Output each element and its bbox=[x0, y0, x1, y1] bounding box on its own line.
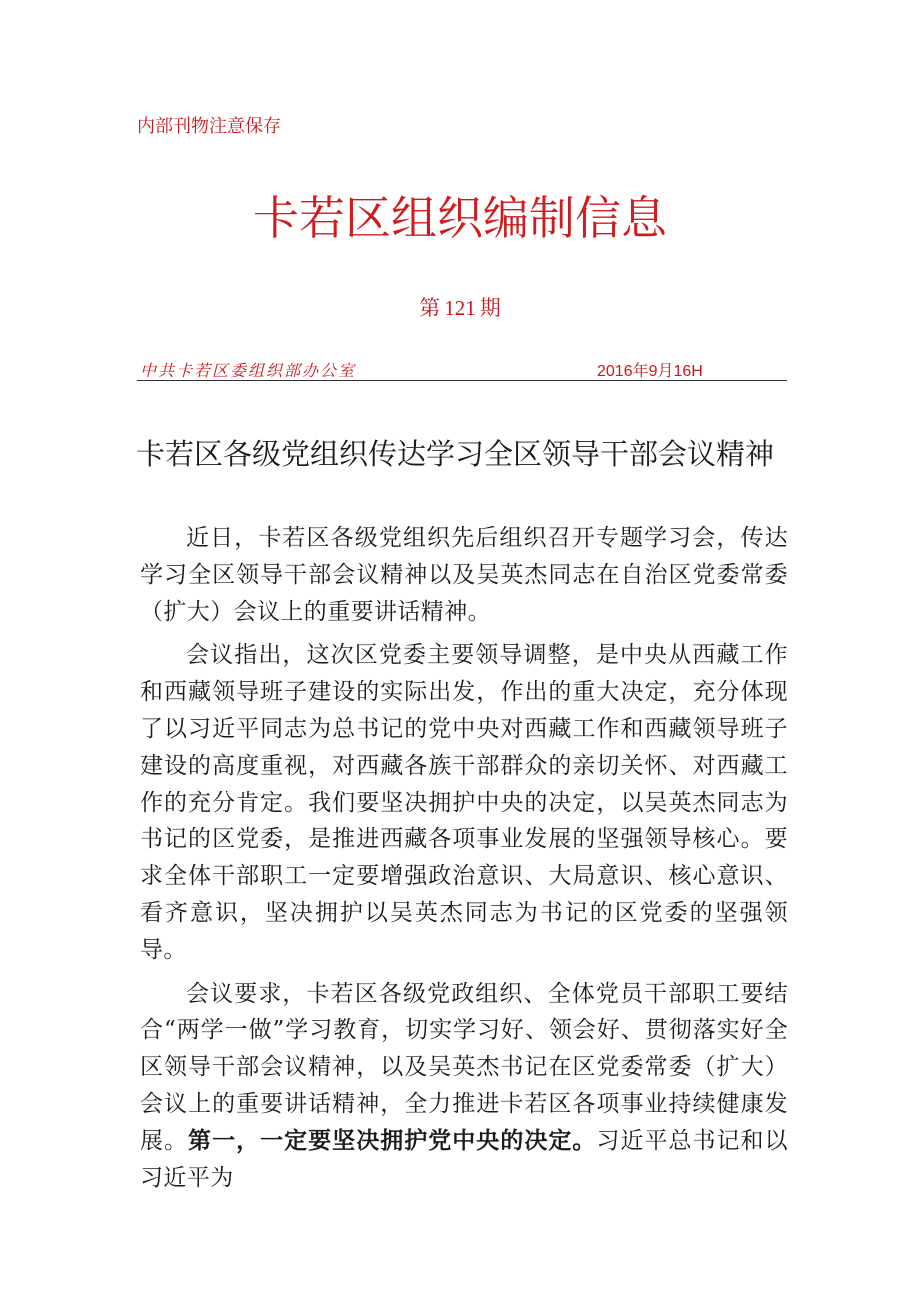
issue-number bbox=[0, 292, 920, 322]
paragraph-3-bold-point: 第一，一定要坚决拥护党中央的决定。 bbox=[188, 1126, 597, 1154]
issue-prefix: 第 bbox=[419, 296, 441, 320]
paragraph-1: 近日，卡若区各级党组织先后组织召开专题学习会，传达学习全区领导干部会议精神以及吴英杰同志在自治区党委常委（扩大）会议上的重要讲话精神。 bbox=[140, 525, 788, 625]
paragraph-3-continuation: 习近平总书记和以习近平为 bbox=[140, 1127, 788, 1191]
issue-number-value: 121 bbox=[444, 296, 476, 320]
paragraph-2: 会议指出，这次区党委主要领导调整，是中央从西藏工作和西藏领导班子建设的实际出发，作出的重大决定，充分体现了以习近平同志为总书记的党中央对西藏工作和西藏领导班子建设的高度重视，对西藏各族干部群众的亲切关怀、对西藏工作的充分肯定。我们要坚决拥护中央的决定，以吴英杰同志为书记的区党委，是推进西藏各项事业发展的坚强领导核心。要求全体干部职工一定要增强政治意识、大局意识、核心意识、看齐意识，坚决拥护以吴英杰同志为书记的区党委的坚强领导。 bbox=[140, 642, 788, 963]
article-body bbox=[140, 520, 788, 1203]
article-title: 卡若区各级党组织传达学习全区领导干部会议精神 bbox=[135, 437, 774, 471]
paragraph-3 bbox=[140, 976, 788, 1197]
issue-suffix: 期 bbox=[479, 296, 501, 320]
internal-notice: 内部刊物注意保存 bbox=[137, 116, 281, 137]
publish-date: 2016年9月16H bbox=[597, 363, 703, 380]
paragraph-3-text: 会议要求，卡若区各级党政组织、全体党员干部职工要结合“两学一做”学习教育，切实学习好、领会好、贯彻落实好全区领导干部会议精神，以及吴英杰书记在区党委常委（扩大）会议上的重要讲话精神，全力推进卡若区各项事业持续健康发展。 bbox=[140, 980, 788, 1154]
publisher-organization: 中共卡若区委组织部办公室 bbox=[140, 361, 357, 380]
publication-masthead: 卡若区组织编制信息 bbox=[253, 191, 667, 245]
publisher-date-line bbox=[137, 358, 787, 381]
